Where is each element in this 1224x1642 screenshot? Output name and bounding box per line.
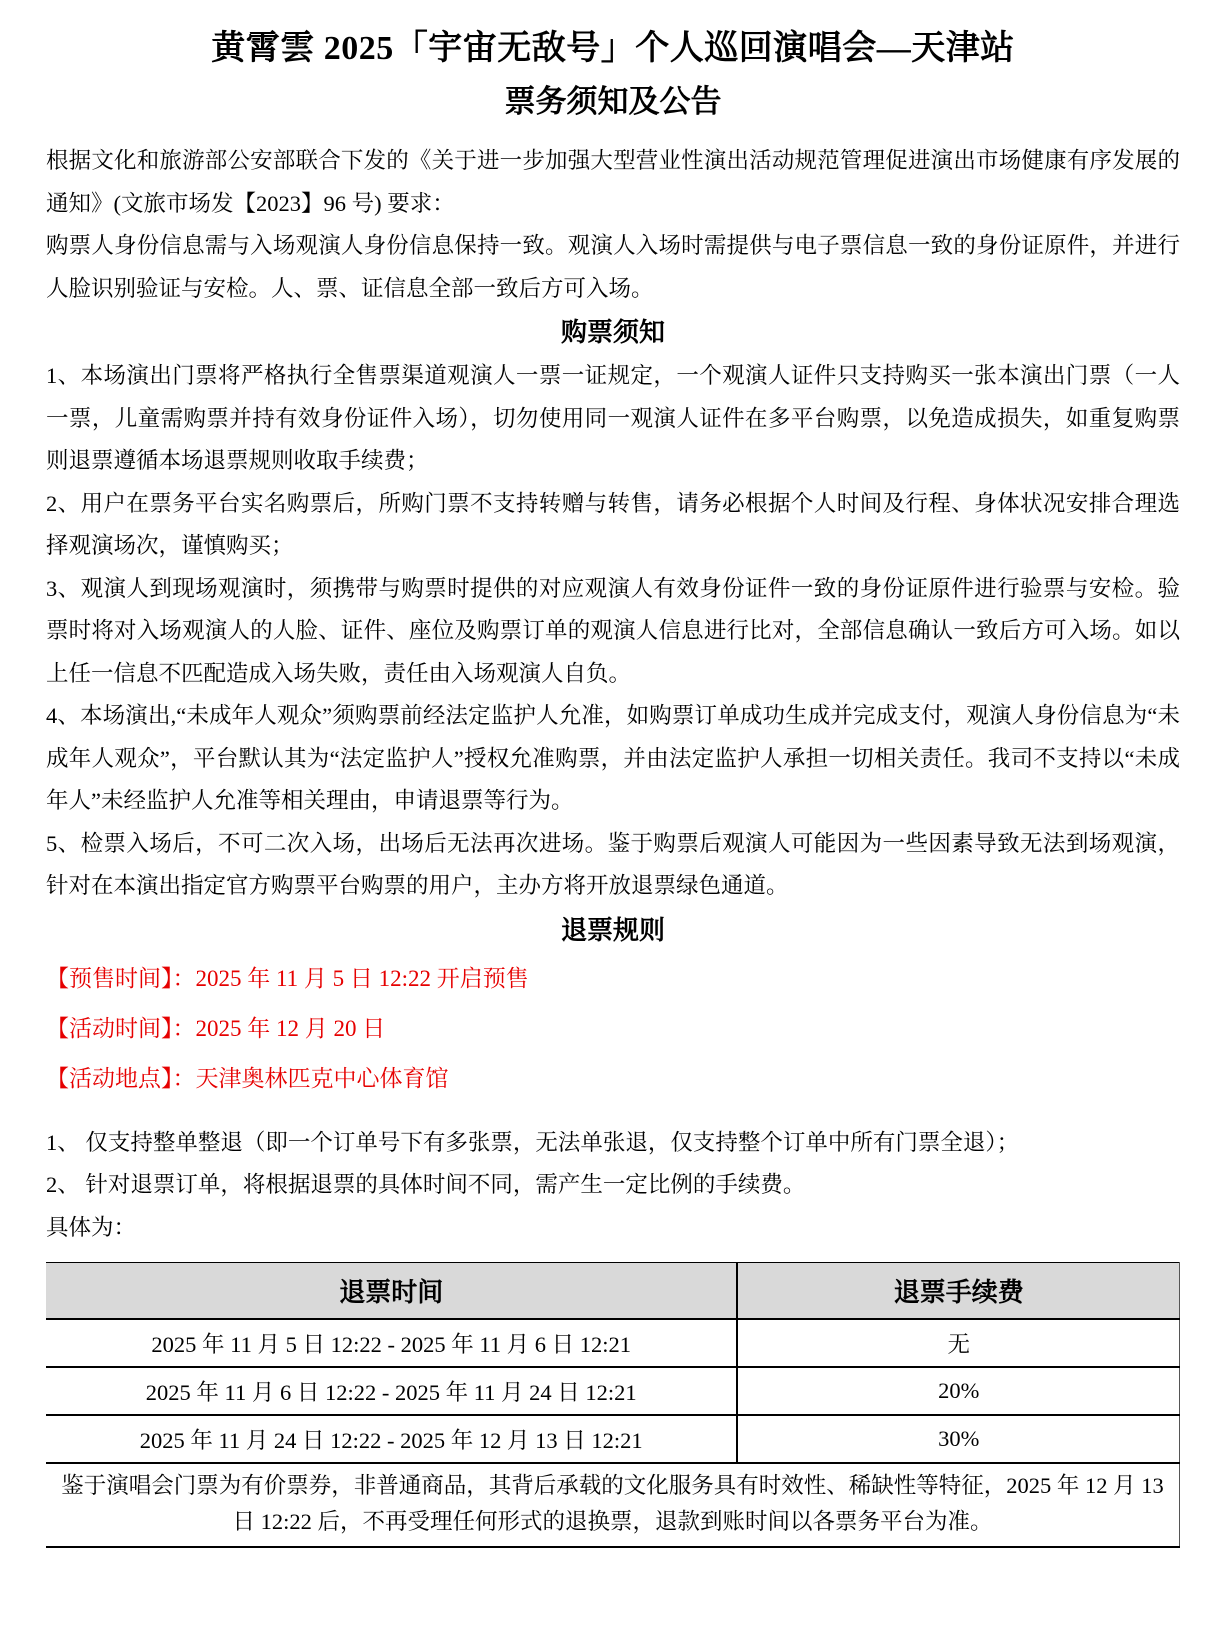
refund-time-cell-1: 2025 年 11 月 5 日 12:22 - 2025 年 11 月 6 日 12:21	[46, 1319, 737, 1367]
refund-rule-item-2: 2、 针对退票订单，将根据退票的具体时间不同，需产生一定比例的手续费。	[46, 1172, 806, 1197]
event-info-block	[46, 957, 1180, 1100]
refund-fee-cell-1: 无	[737, 1319, 1179, 1367]
refund-fee-cell-2: 20%	[737, 1367, 1179, 1415]
detail-label: 具体为：	[46, 1214, 137, 1240]
table-row	[46, 1463, 1180, 1547]
refund-rule-item-1: 1、 仅支持整单整退（即一个订单号下有多张票，无法单张退，仅支持整个订单中所有门票全退）；	[46, 1129, 1020, 1155]
page-title: 黄霄雲 2025「宇宙无敌号」个人巡回演唱会—天津站	[211, 30, 1015, 67]
refund-time-cell-2: 2025 年 11 月 6 日 12:22 - 2025 年 11 月 24 日 12:21	[46, 1367, 737, 1415]
refund-table	[46, 1262, 1180, 1548]
table-header-refund-fee: 退票手续费	[737, 1263, 1179, 1320]
purchase-notice-item-3: 3、观演人到现场观演时，须携带与购票时提供的对应观演人有效身份证件一致的身份证原件进行验票与安检。验票时将对入场观演人的人脸、证件、座位及购票订单的观演人信息进行比对，全部信息确认一致后方可入场。如以上任一信息不匹配造成入场失败，责任由入场观演人自负。	[46, 575, 1180, 686]
section-heading-purchase-notice: 购票须知	[560, 318, 665, 347]
event-venue-label: 【活动地点】：	[46, 1065, 196, 1091]
page-subtitle: 票务须知及公告	[504, 84, 722, 119]
table-row	[46, 1367, 1180, 1415]
refund-time-cell-3: 2025 年 11 月 24 日 12:22 - 2025 年 12 月 13 日 12:21	[46, 1415, 737, 1463]
purchase-notice-item-2: 2、用户在票务平台实名购票后，所购门票不支持转赠与转售，请务必根据个人时间及行程、身体状况安排合理选择观演场次，谨慎购买；	[46, 490, 1180, 558]
event-venue-value: 天津奥林匹克中心体育馆	[195, 1065, 449, 1091]
refund-note: 鉴于演唱会门票为有价票券，非普通商品，其背后承载的文化服务具有时效性、稀缺性等特征，2025 年 12 月 13 日 12:22 后，不再受理任何形式的退换票，退款到账时间以各票务平台为准。	[46, 1463, 1180, 1547]
intro-paragraph-2: 购票人身份信息需与入场观演人身份信息保持一致。观演人入场时需提供与电子票信息一致的身份证原件，并进行人脸识别验证与安检。人、票、证信息全部一致后方可入场。	[46, 233, 1180, 301]
purchase-notice-item-5: 5、检票入场后，不可二次入场，出场后无法再次进场。鉴于购票后观演人可能因为一些因素导致无法到场观演，针对在本演出指定官方购票平台购票的用户，主办方将开放退票绿色通道。	[46, 830, 1180, 898]
event-venue-line	[46, 1057, 1180, 1100]
intro-paragraph-1: 根据文化和旅游部公安部联合下发的《关于进一步加强大型营业性演出活动规范管理促进演出市场健康有序发展的通知》(文旅市场发【2023】96 号) 要求：	[46, 148, 1180, 216]
table-row	[46, 1415, 1180, 1463]
presale-time-label: 【预售时间】：	[46, 965, 196, 991]
refund-table-header-row	[46, 1263, 1180, 1320]
purchase-notice-item-1: 1、本场演出门票将严格执行全售票渠道观演人一票一证规定，一个观演人证件只支持购买一张本演出门票（一人一票，儿童需购票并持有效身份证件入场），切勿使用同一观演人证件在多平台购票，以免造成损失，如重复购票则退票遵循本场退票规则收取手续费；	[46, 363, 1180, 473]
table-row	[46, 1319, 1180, 1367]
event-time-line	[46, 1007, 1180, 1050]
refund-rule-list	[46, 1122, 1180, 1250]
event-time-value: 2025 年 12 月 20 日	[195, 1015, 386, 1041]
refund-fee-cell-3: 30%	[737, 1415, 1179, 1463]
presale-time-line	[46, 957, 1180, 1000]
section-heading-refund-rules: 退票规则	[560, 915, 665, 945]
table-header-refund-time: 退票时间	[46, 1263, 737, 1320]
purchase-notice-item-4: 4、本场演出,“未成年人观众”须购票前经法定监护人允准，如购票订单成功生成并完成支付，观演人身份信息为“未成年人观众”，平台默认其为“法定监护人”授权允准购票，并由法定监护人承担一切相关责任。我司不支持以“未成年人”未经监护人允准等相关理由，申请退票等行为。	[46, 703, 1180, 813]
event-time-label: 【活动时间】：	[46, 1015, 196, 1041]
presale-time-value: 2025 年 11 月 5 日 12:22 开启预售	[195, 965, 529, 991]
